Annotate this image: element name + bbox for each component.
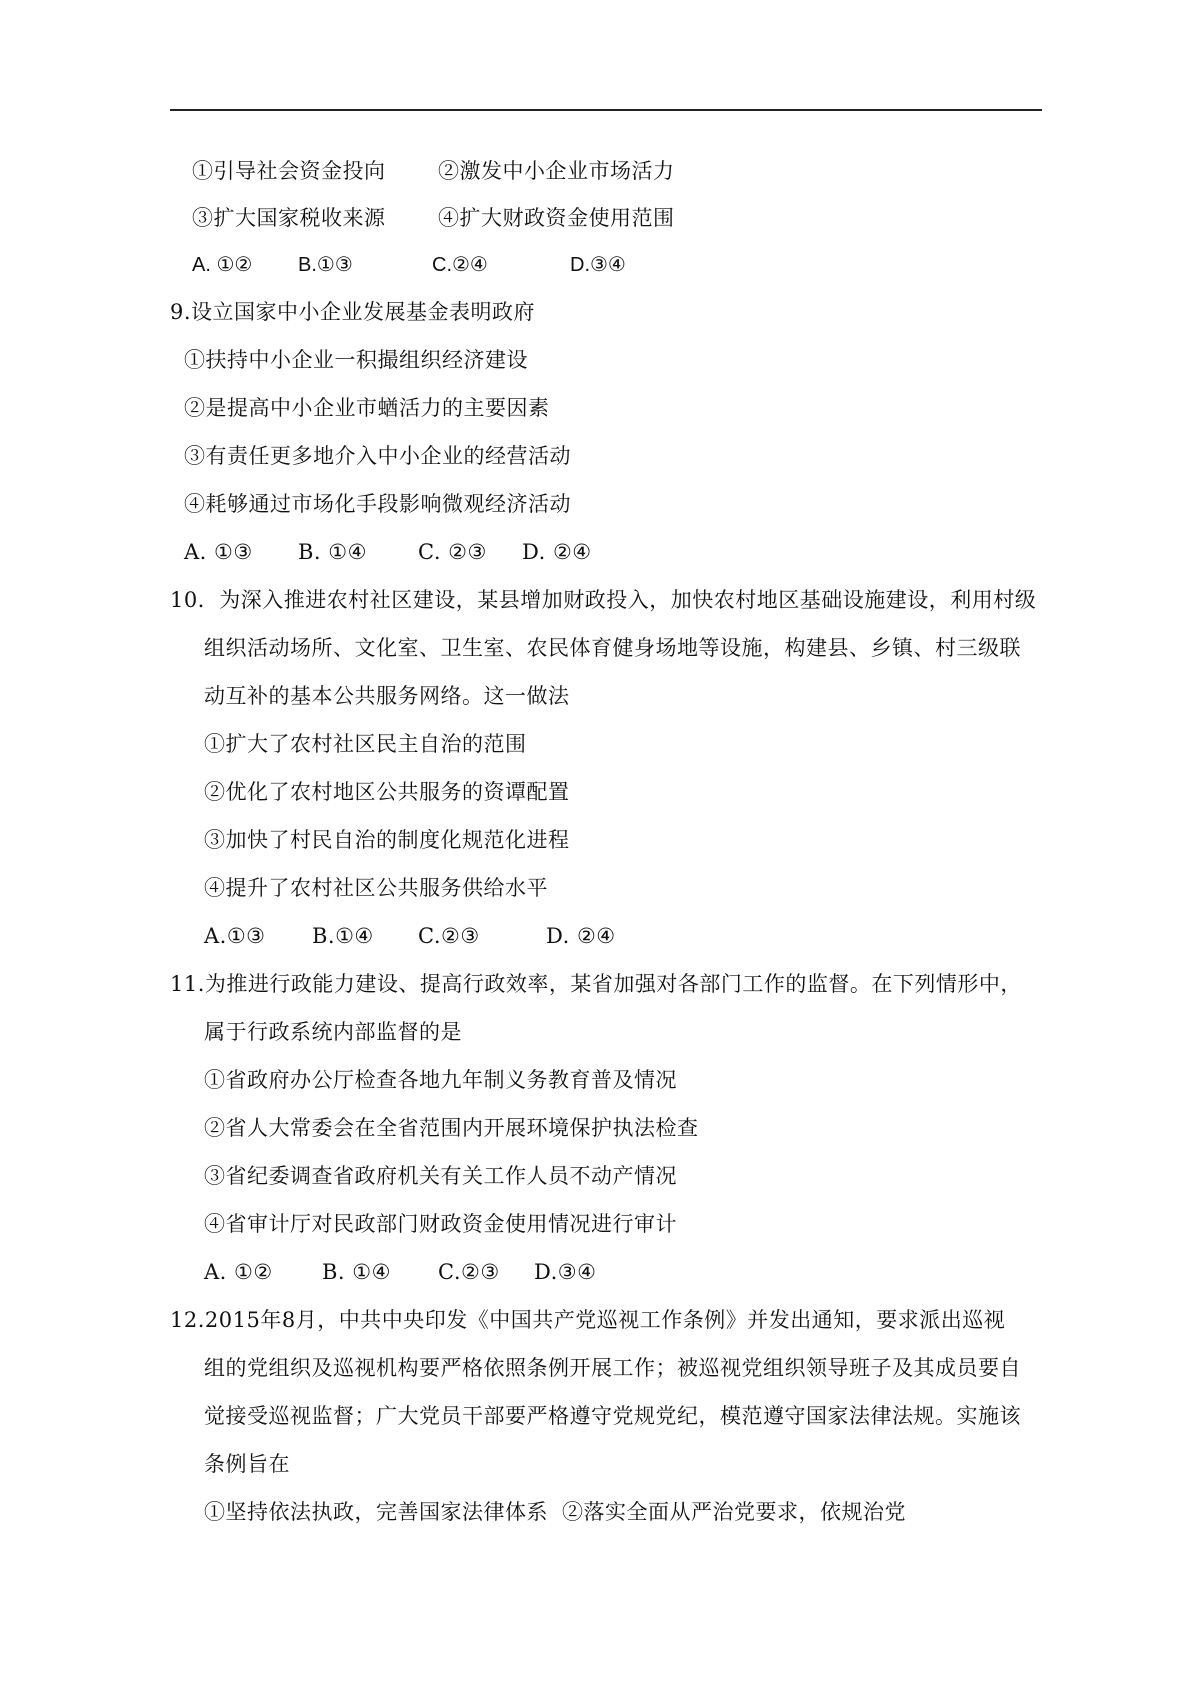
choice-4: ④扩大财政资金使用范围 (438, 206, 675, 230)
q10-stem-line-3: 动互补的基本公共服务网络。这一做法 (204, 684, 570, 708)
choice-3: ③扩大国家税收来源 (192, 206, 386, 230)
q12-stem-line-3: 觉接受巡视监督；广大党员干部要严格遵守党规党纪，模范遵守国家法律法规。实施该 (204, 1404, 1021, 1428)
q9-item-4: ④耗够通过市场化手段影响微观经济活动 (184, 492, 571, 516)
q9-option-b: B. ①④ (298, 540, 367, 564)
q10-option-b: B.①④ (312, 924, 374, 948)
q12-stem-line-4: 条例旨在 (204, 1452, 290, 1476)
q10-option-a: A.①③ (204, 924, 266, 948)
choice-1: ①引导社会资金投向 (192, 159, 386, 183)
q10-stem-line-2: 组织活动场所、文化室、卫生室、农民体育健身场地等设施，构建县、乡镇、村三级联 (204, 636, 1021, 660)
q10-stem-line-1: 10．为深入推进农村社区建设，某县增加财政投入，加快农村地区基础设施建设，利用村级 (170, 588, 1037, 612)
q12-item-1: ①坚持依法执政，完善国家法律体系 (204, 1500, 548, 1524)
q10-item-1: ①扩大了农村社区民主自治的范围 (204, 732, 527, 756)
q11-item-3: ③省纪委调查省政府机关有关工作人员不动产情况 (204, 1164, 677, 1188)
q11-option-c: C.②③ (438, 1260, 500, 1284)
option-d: D.③④ (570, 254, 626, 276)
q9-option-d: D. ②④ (522, 540, 592, 564)
q10-option-c: C.②③ (418, 924, 480, 948)
q11-option-d: D.③④ (534, 1260, 597, 1284)
top-rule (170, 109, 1042, 111)
q11-item-2: ②省人大常委会在全省范围内开展环境保护执法检查 (204, 1116, 699, 1140)
q10-item-4: ④提升了农村社区公共服务供给水平 (204, 876, 548, 900)
q11-item-4: ④省审计厅对民政部门财政资金使用情况进行审计 (204, 1212, 677, 1236)
q11-stem-line-1: 11.为推进行政能力建设、提高行政效率，某省加强对各部门工作的监督。在下列情形中， (170, 972, 1022, 996)
q9-item-2: ②是提高中小企业市蝤活力的主要因素 (184, 396, 550, 420)
option-a: A. ①② (192, 254, 253, 276)
q12-stem-line-1: 12.2015年8月，中共中央印发《中国共产党巡视工作条例》并发出通知，要求派出巡视 (170, 1308, 1006, 1332)
q10-option-d: D. ②④ (546, 924, 616, 948)
q12-stem-line-2: 组的党组织及巡视机构要严格依照条例开展工作；被巡视党组织领导班子及其成员要自 (204, 1356, 1021, 1380)
choice-2: ②激发中小企业市场活力 (438, 159, 675, 183)
q11-option-b: B. ①④ (322, 1260, 391, 1284)
q11-stem-line-2: 属于行政系统内部监督的是 (204, 1020, 462, 1044)
q11-option-a: A. ①② (204, 1260, 273, 1284)
q9-option-c: C. ②③ (418, 540, 487, 564)
q12-item-2: ②落实全面从严治党要求，依规治党 (562, 1500, 906, 1524)
q9-stem: 9.设立国家中小企业发展基金表明政府 (170, 300, 536, 324)
q9-item-1: ①扶持中小企业一积撮组织经济建设 (184, 348, 528, 372)
q9-option-a: A. ①③ (184, 540, 253, 564)
q10-item-3: ③加快了村民自治的制度化规范化进程 (204, 828, 570, 852)
option-b: B.①③ (298, 254, 353, 276)
q10-item-2: ②优化了农村地区公共服务的资谭配置 (204, 780, 570, 804)
option-c: C.②④ (432, 254, 488, 276)
q9-item-3: ③有责任更多地介入中小企业的经营活动 (184, 444, 571, 468)
q11-item-1: ①省政府办公厅检查各地九年制义务教育普及情况 (204, 1068, 677, 1092)
